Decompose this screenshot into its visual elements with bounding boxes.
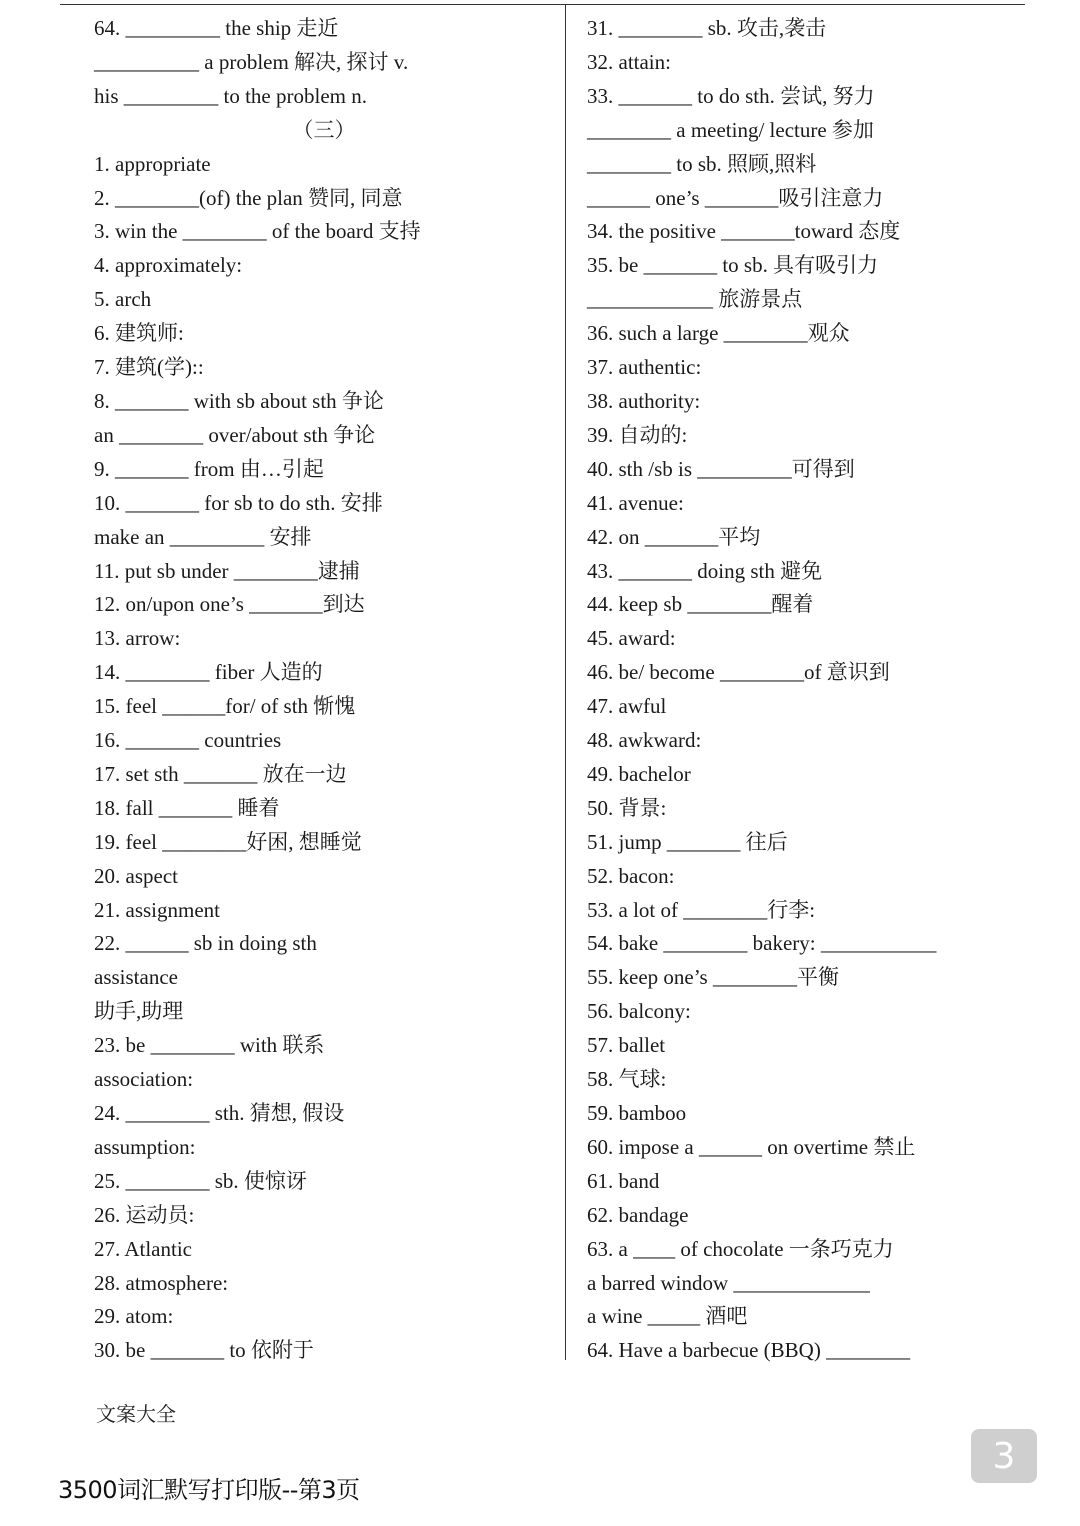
vocab-line: 49. bachelor — [587, 761, 691, 786]
vocab-line: 47. awful — [587, 694, 667, 719]
vocab-line: 40. sth /sb is _________可得到 — [587, 456, 855, 481]
vocab-line: ________ a meeting/ lecture 参加 — [587, 117, 874, 142]
vocab-line: 28. atmosphere: — [94, 1270, 229, 1295]
vocab-line: 16. _______ countries — [94, 728, 282, 753]
vocab-line: 46. be/ become ________of 意识到 — [587, 660, 890, 685]
vocab-line: 7. 建筑(学):: — [94, 355, 204, 380]
vocab-line: 34. the positive _______toward 态度 — [587, 219, 901, 244]
vocab-line: 29. atom: — [94, 1304, 174, 1329]
vocab-line: 44. keep sb ________醒着 — [587, 592, 814, 617]
vocab-line: 64. Have a barbecue (BBQ) ________ — [587, 1338, 911, 1363]
vocab-line: 58. 气球: — [587, 1067, 667, 1092]
vocab-line: 17. set sth _______ 放在一边 — [94, 761, 347, 786]
vocab-line: 助手,助理 — [94, 999, 184, 1024]
vocab-line: 42. on _______平均 — [587, 524, 761, 549]
vocab-line: 24. ________ sth. 猜想, 假设 — [94, 1101, 345, 1125]
vocab-line: 43. _______ doing sth 避免 — [587, 558, 823, 583]
vocab-line: 23. be ________ with 联系 — [94, 1033, 325, 1058]
vocab-line: 52. bacon: — [587, 863, 675, 888]
vocab-line: 59. bamboo — [587, 1101, 687, 1125]
vocab-line: 48. awkward: — [587, 728, 702, 753]
vocab-line: 30. be _______ to 依附于 — [94, 1338, 314, 1363]
left-column — [94, 12, 554, 1368]
vocab-line: 62. bandage — [587, 1202, 689, 1227]
vocab-line: 61. band — [587, 1168, 660, 1193]
vocab-line: 14. ________ fiber 人造的 — [94, 660, 323, 685]
vocab-line: 41. avenue: — [587, 490, 684, 515]
vocab-line: 13. arrow: — [94, 626, 181, 651]
page-number-badge: 3 — [971, 1429, 1037, 1483]
vocab-line: 32. attain: — [587, 49, 671, 74]
vocab-line: a barred window _____________ — [587, 1270, 870, 1295]
column-divider — [565, 4, 566, 1360]
vocab-line: assumption: — [94, 1134, 196, 1159]
vocab-line: 1. appropriate — [94, 151, 211, 176]
vocab-line: 11. put sb under ________逮捕 — [94, 558, 360, 583]
vocab-line: his _________ to the problem n. — [94, 83, 367, 108]
vocab-line: 3. win the ________ of the board 支持 — [94, 219, 421, 244]
vocab-line: 39. 自动的: — [587, 422, 688, 447]
vocab-line: 2. ________(of) the plan 赞同, 同意 — [94, 185, 403, 210]
vocab-line: ________ to sb. 照顾,照料 — [587, 151, 817, 176]
vocab-line: 63. a ____ of chocolate 一条巧克力 — [587, 1236, 894, 1261]
vocab-line: 38. authority: — [587, 388, 701, 413]
vocab-line: 22. ______ sb in doing sth — [94, 931, 317, 956]
footer-note: 文案大全 — [96, 1404, 176, 1426]
vocab-line: 18. fall _______ 睡着 — [94, 795, 280, 820]
vocab-line: ______ one’s _______吸引注意力 — [587, 185, 884, 210]
vocab-line: 8. _______ with sb about sth 争论 — [94, 388, 384, 413]
vocab-line: __________ a problem 解决, 探讨 v. — [94, 49, 409, 74]
vocab-line: 50. 背景: — [587, 795, 667, 820]
vocab-line: 12. on/upon one’s _______到达 — [94, 592, 365, 617]
vocab-line: 51. jump _______ 往后 — [587, 829, 788, 854]
vocab-line: assistance — [94, 965, 178, 990]
vocab-line: 25. ________ sb. 使惊讶 — [94, 1168, 307, 1193]
vocab-line: association: — [94, 1067, 194, 1092]
vocab-line: 10. _______ for sb to do sth. 安排 — [94, 490, 383, 515]
vocab-line: 64. _________ the ship 走近 — [94, 16, 339, 40]
vocab-line: 53. a lot of ________行李: — [587, 897, 816, 922]
vocab-line: 6. 建筑师: — [94, 321, 184, 346]
vocab-line: ____________ 旅游景点 — [587, 287, 803, 312]
vocab-line: 19. feel ________好困, 想睡觉 — [94, 829, 362, 854]
top-rule — [60, 4, 1025, 5]
vocab-line: 36. such a large ________观众 — [587, 321, 850, 346]
vocab-line: 35. be _______ to sb. 具有吸引力 — [587, 253, 879, 278]
vocab-line: 26. 运动员: — [94, 1202, 195, 1227]
vocab-line: 4. approximately: — [94, 253, 243, 278]
vocab-line: make an _________ 安排 — [94, 524, 312, 549]
vocab-line: a wine _____ 酒吧 — [587, 1304, 748, 1329]
vocab-line: 31. ________ sb. 攻击,袭击 — [587, 16, 827, 40]
vocab-line: 57. ballet — [587, 1033, 666, 1058]
right-column — [587, 12, 1027, 1368]
vocab-line: 33. _______ to do sth. 尝试, 努力 — [587, 83, 875, 108]
vocab-line: 21. assignment — [94, 897, 220, 922]
vocab-line: 37. authentic: — [587, 355, 702, 380]
vocab-line: 55. keep one’s ________平衡 — [587, 965, 839, 990]
vocab-line: 45. award: — [587, 626, 676, 651]
page-caption: 3500词汇默写打印版--第3页 — [58, 1476, 360, 1504]
vocab-line: 5. arch — [94, 287, 152, 312]
vocab-line: 15. feel ______for/ of sth 惭愧 — [94, 694, 356, 719]
section-heading: （三） — [292, 117, 356, 142]
vocab-line: 56. balcony: — [587, 999, 691, 1024]
vocab-line: an ________ over/about sth 争论 — [94, 422, 376, 447]
vocab-line: 20. aspect — [94, 863, 178, 888]
vocab-line: 60. impose a ______ on overtime 禁止 — [587, 1134, 916, 1159]
vocab-line: 27. Atlantic — [94, 1236, 192, 1261]
vocab-line: 54. bake ________ bakery: ___________ — [587, 931, 937, 956]
vocab-line: 9. _______ from 由…引起 — [94, 456, 324, 481]
